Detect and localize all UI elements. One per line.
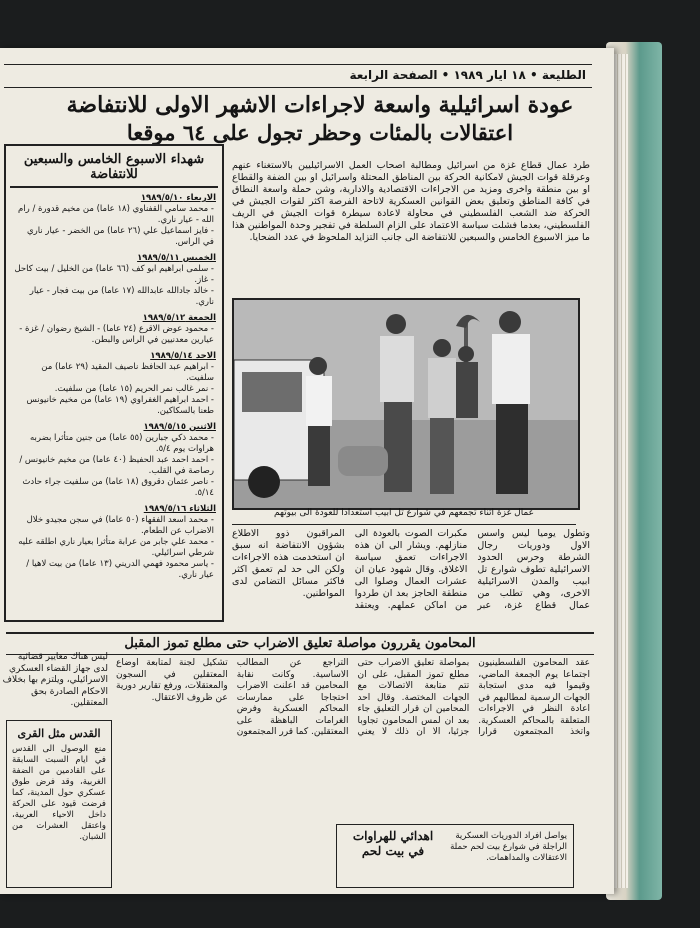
masthead-text: الطليعة • ١٨ ايار ١٩٨٩ • الصفحة الرابعة	[349, 68, 586, 82]
sidebar-day	[6, 313, 222, 346]
jerusalem-box	[6, 720, 112, 888]
day-date: الاحد ١٩٨٩/٥/١٤	[150, 351, 216, 361]
list-item: - محمد سامي القفناوي (١٨ عاما) من مخيم قدورة / رام الله - عيار ناري.	[18, 204, 214, 225]
list-item: - نمر غالب نمر الحريم (١٥ عاما) من سلفيت.	[54, 384, 214, 394]
list-item: - خالد جادالله عابدالله (١٧ عاما) من بيت فجار - عيار ناري.	[29, 286, 214, 307]
main-headline-line2: اعتقالات بالمئات وحظر تجول على ٦٤ موقعا	[126, 120, 514, 145]
sidebar-day	[6, 422, 222, 499]
day-date: الخميس ١٩٨٩/٥/١١	[137, 253, 216, 263]
lead-paragraph: طرد عمال قطاع غزة من اسرائيل ومطالبة اصحاب العمل الاسرائيليين بالاستغناء عنهم وعرقلة قوات الجيش لامكانية الحركة بين المناطق المحتلة واسرائيل او بين الضفة والقطاع او بين منطقة واخرى ومزيد من الاجراءات الاقتصادية والادارية، وشن حملة واسعة النطاق في كافة المناطق وتعليق بعض القوانين العسكرية لاتاحة الفرصة اكثر لقوات الجيش في الحركة ضد الشعب الفلسطيني في محاولة لاعادة سيطرة قوات الجيش في الريف الفلسطيني، بعدما فشلت سياسة الاعتماد على الزام السلطة في تفجير وحدة المواطنين هذا ما ميز الاسبوع الخامس والسبعين للانتفاضة الى جانب التزايد الملحوظ في عدد الضحايا.	[232, 160, 590, 243]
list-item: - ناصر عثمان دقروق (١٨ عاما) من سلفيت جراء حادث ٥/١٤.	[22, 477, 214, 498]
news-photo	[232, 298, 580, 510]
list-item: - ابراهيم عبد الحافظ ناصيف المقيد (٢٩ عاما) من سلفيت.	[41, 362, 214, 383]
main-headline-line1: عودة اسرائيلية واسعة لاجراءات الاشهر الاولى للانتفاضة	[66, 92, 574, 118]
bethlehem-box-body: يواصل افراد الدوريات العسكرية الراجلة في شوارع بيت لحم حملة الاعتقالات والمداهمات.	[450, 831, 567, 863]
lawyers-article-body: عقد المحامون الفلسطينيون اجتماعا يوم الجمعة الماضي، وقيموا فيه مدى استجابة الجهات الرسمية لمطالبهم في اعادة النظر في الاجراءات المتعلقة بالمحاكم العسكرية. واتخذ المجتمعون قرارا بمواصلة تعليق الاضراب حتى مطلع تموز المقبل، على ان تتم متابعة الاتصالات مع الجهات المختصة. وقال احد المحامين ان قرار التعليق جاء بعد ان لمس المحامون تجاوبا جزئيا، الا ان ذلك لا يعني التراجع عن المطالب الاساسية. وكانت نقابة المحامين قد اعلنت الاضراب احتجاجا على ممارسات المحاكم العسكرية وفرض الغرامات الباهظة على المعتقلين. كما قرر المجتمعون تشكيل لجنة لمتابعة اوضاع المعتقلين في السجون والمعتقلات، ورفع تقارير دورية عن ظروف الاعتقال.	[116, 658, 590, 737]
list-item: - سلمى ابراهيم ابو كف (٦٦ عاما) من الخليل / بيت كاحل - غاز.	[14, 264, 214, 285]
list-item: - فايز اسماعيل علي (٢٦ عاما) من الخضر - عيار ناري في الراس.	[26, 226, 214, 247]
day-date: الثلاثاء ١٩٨٩/٥/١٦	[143, 504, 216, 514]
sidebar-title: شهداء الاسبوع الخامس والسبعين للانتفاضة	[10, 152, 218, 188]
martyrs-sidebar	[4, 144, 224, 622]
list-item: - محمد اسعد الفقهاء (٥٠ عاما) في سجن مجيدو خلال الاضراب عن الطعام.	[26, 515, 214, 536]
list-item: - احمد ابراهيم الغفراوي (١٩ عاما) من مخيم خانيونس طعنا بالسكاكين.	[26, 395, 214, 416]
jerusalem-box-title: القدس مثل القرى	[17, 727, 101, 740]
sidebar-day	[6, 351, 222, 417]
day-date: الاثنين ١٩٨٩/٥/١٥	[143, 422, 216, 432]
list-item: - محمد ذكي جبارين (٥٥ عاما) من جنين متأثرا بضربه هراوات يوم ٥/٤.	[30, 433, 214, 454]
bethlehem-box-title: اهدائي للهراوات في بيت لحم	[352, 829, 434, 858]
day-date: الاربعاء ١٩٨٩/٥/١٠	[140, 193, 216, 203]
article-body-mid: وتطول يوميا ليس واسس الاول ودوريات رجال الشرطة وحرس الحدود الاسرائيلية تطوف شوارع تل ابيب والمدن الاسرائيلية الاخرى، وهي تطلب من عمال قطاع غزة، عبر مكبرات الصوت بالعودة الى منازلهم. ويشار الى ان هذه الاجراءات تعمق سياسة الاغلاق. وقال شهود عيان ان عشرات العمال وصلوا الى منطقة الحاجز بعد ان طردوا من اماكن عملهم. ويعتقد المراقبون ذوو الاطلاع بشؤون الانتفاضة انه سبق ان استخدمت هذه الاجراءات ولكن الى حد لم تعمق اكثر فاكثر مسائل التضامن لدى المواطنين.	[232, 528, 590, 611]
day-date: الجمعة ١٩٨٩/٥/١٢	[142, 313, 216, 323]
lawyers-headline: المحامون يقررون مواصلة تعليق الاضراب حتى مطلع تموز المقبل	[6, 632, 594, 655]
bethlehem-box	[336, 824, 574, 888]
list-item: - محمد علي جابر من عرابة متأثرا بعيار ناري اطلقه عليه شرطي اسرائيلي.	[18, 537, 214, 558]
photo-caption: عمال غزة اثناء تجمعهم في شوارع تل ابيب استعدادا للعودة الى بيوتهم	[232, 508, 576, 525]
list-item: - محمود عوض الاقرع (٢٤ عاما) - الشيخ رضوان / غزة - عيارين معدنيين في الراس والبطن.	[19, 324, 214, 345]
sidebar-day	[6, 193, 222, 248]
sidebar-day	[6, 504, 222, 581]
masthead	[4, 64, 592, 88]
newspaper-page	[0, 48, 614, 894]
sidebar-day	[6, 253, 222, 308]
list-item: - ياسر محمود فهمي الدريني (١٣ عاما) من بيت لاهيا / عيار ناري.	[26, 559, 214, 580]
photo-illustration	[234, 300, 578, 508]
jerusalem-box-body: منع الوصول الى القدس في ايام السبت السابقة على القادمين من الضفة الغربية، وقد فرض طوق عسكري حول المدينة، كما فرضت قيود على الحركة داخل الاحياء العربية، واعتقل العشرات من الشبان.	[12, 744, 106, 842]
list-item: - احمد احمد عبد الحفيظ (٤٠ عاما) من مخيم خانيونس / رصاصة في القلب.	[19, 455, 214, 476]
left-column-text: ليس هناك معايير قضائية لدى جهاز القضاء العسكري الاسرائيلي، ويلتزم بها بخلاف الاحكام الصادرة بحق المعتقلين.	[2, 652, 108, 708]
